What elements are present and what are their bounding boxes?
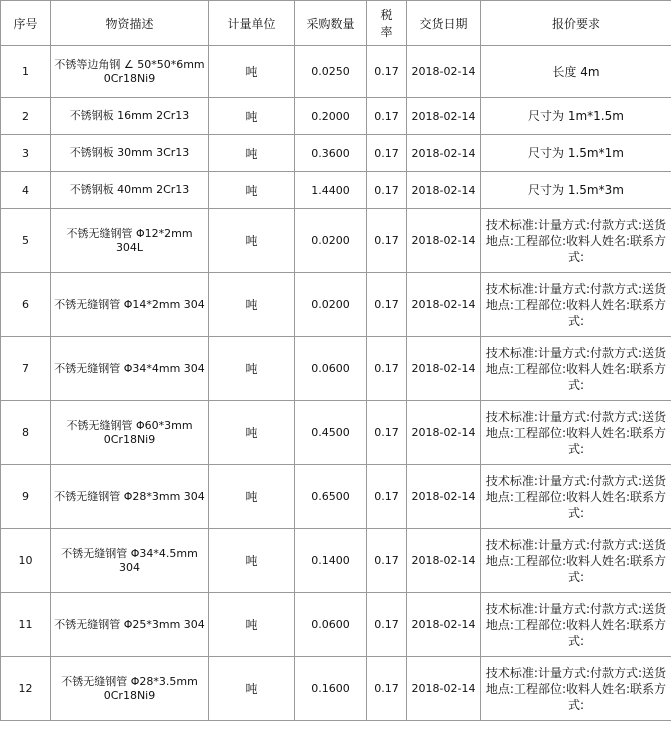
row-tax-rate: 0.17 bbox=[367, 135, 407, 172]
row-quantity: 0.0600 bbox=[295, 337, 367, 401]
row-unit: 吨 bbox=[209, 657, 295, 721]
table-row bbox=[1, 529, 671, 593]
row-quantity: 0.4500 bbox=[295, 401, 367, 465]
row-index: 4 bbox=[1, 172, 51, 209]
table-row bbox=[1, 593, 671, 657]
table-row bbox=[1, 98, 671, 135]
row-quote-requirement: 尺寸为 1.5m*1m bbox=[481, 135, 671, 172]
row-unit: 吨 bbox=[209, 401, 295, 465]
row-description: 不锈无缝钢管 Φ34*4mm 304 bbox=[51, 337, 209, 401]
header-index: 序号 bbox=[1, 1, 51, 46]
row-description: 不锈钢板 30mm 3Cr13 bbox=[51, 135, 209, 172]
table-row bbox=[1, 46, 671, 98]
table-row bbox=[1, 337, 671, 401]
header-unit: 计量单位 bbox=[209, 1, 295, 46]
table-row bbox=[1, 135, 671, 172]
row-tax-rate: 0.17 bbox=[367, 98, 407, 135]
row-tax-rate: 0.17 bbox=[367, 465, 407, 529]
table-row bbox=[1, 209, 671, 273]
row-quantity: 0.1600 bbox=[295, 657, 367, 721]
row-quantity: 0.0200 bbox=[295, 209, 367, 273]
row-index: 6 bbox=[1, 273, 51, 337]
row-unit: 吨 bbox=[209, 209, 295, 273]
header-description: 物资描述 bbox=[51, 1, 209, 46]
row-quote-requirement: 尺寸为 1m*1.5m bbox=[481, 98, 671, 135]
row-unit: 吨 bbox=[209, 465, 295, 529]
row-tax-rate: 0.17 bbox=[367, 657, 407, 721]
row-description: 不锈无缝钢管 Φ60*3mm 0Cr18Ni9 bbox=[51, 401, 209, 465]
row-tax-rate: 0.17 bbox=[367, 172, 407, 209]
row-delivery-date: 2018-02-14 bbox=[407, 401, 481, 465]
row-description: 不锈无缝钢管 Φ25*3mm 304 bbox=[51, 593, 209, 657]
row-quantity: 0.0250 bbox=[295, 46, 367, 98]
row-unit: 吨 bbox=[209, 135, 295, 172]
row-index: 5 bbox=[1, 209, 51, 273]
row-tax-rate: 0.17 bbox=[367, 337, 407, 401]
row-unit: 吨 bbox=[209, 337, 295, 401]
row-unit: 吨 bbox=[209, 273, 295, 337]
row-tax-rate: 0.17 bbox=[367, 401, 407, 465]
row-index: 1 bbox=[1, 46, 51, 98]
row-index: 9 bbox=[1, 465, 51, 529]
row-description: 不锈无缝钢管 Φ28*3mm 304 bbox=[51, 465, 209, 529]
row-delivery-date: 2018-02-14 bbox=[407, 657, 481, 721]
header-row bbox=[1, 1, 671, 46]
row-description: 不锈钢板 40mm 2Cr13 bbox=[51, 172, 209, 209]
table-row bbox=[1, 657, 671, 721]
row-unit: 吨 bbox=[209, 46, 295, 98]
row-unit: 吨 bbox=[209, 98, 295, 135]
header-delivery-date: 交货日期 bbox=[407, 1, 481, 46]
row-description: 不锈钢板 16mm 2Cr13 bbox=[51, 98, 209, 135]
row-quote-requirement: 技术标准:计量方式:付款方式:送货地点:工程部位:收料人姓名:联系方式: bbox=[481, 593, 671, 657]
row-index: 10 bbox=[1, 529, 51, 593]
row-quote-requirement: 技术标准:计量方式:付款方式:送货地点:工程部位:收料人姓名:联系方式: bbox=[481, 273, 671, 337]
row-index: 8 bbox=[1, 401, 51, 465]
row-delivery-date: 2018-02-14 bbox=[407, 273, 481, 337]
row-index: 12 bbox=[1, 657, 51, 721]
table-row bbox=[1, 273, 671, 337]
row-description: 不锈无缝钢管 Φ14*2mm 304 bbox=[51, 273, 209, 337]
row-quote-requirement: 技术标准:计量方式:付款方式:送货地点:工程部位:收料人姓名:联系方式: bbox=[481, 657, 671, 721]
row-quantity: 0.0200 bbox=[295, 273, 367, 337]
row-delivery-date: 2018-02-14 bbox=[407, 46, 481, 98]
table-row bbox=[1, 465, 671, 529]
row-delivery-date: 2018-02-14 bbox=[407, 465, 481, 529]
row-tax-rate: 0.17 bbox=[367, 46, 407, 98]
row-delivery-date: 2018-02-14 bbox=[407, 337, 481, 401]
row-quote-requirement: 技术标准:计量方式:付款方式:送货地点:工程部位:收料人姓名:联系方式: bbox=[481, 529, 671, 593]
row-description: 不锈无缝钢管 Φ34*4.5mm 304 bbox=[51, 529, 209, 593]
row-tax-rate: 0.17 bbox=[367, 273, 407, 337]
row-quantity: 0.6500 bbox=[295, 465, 367, 529]
row-quantity: 0.0600 bbox=[295, 593, 367, 657]
row-unit: 吨 bbox=[209, 529, 295, 593]
header-quote-requirements: 报价要求 bbox=[481, 1, 671, 46]
row-index: 2 bbox=[1, 98, 51, 135]
row-quantity: 0.2000 bbox=[295, 98, 367, 135]
row-unit: 吨 bbox=[209, 172, 295, 209]
row-delivery-date: 2018-02-14 bbox=[407, 529, 481, 593]
table-row bbox=[1, 401, 671, 465]
row-index: 7 bbox=[1, 337, 51, 401]
row-delivery-date: 2018-02-14 bbox=[407, 209, 481, 273]
row-quote-requirement: 长度 4m bbox=[481, 46, 671, 98]
row-delivery-date: 2018-02-14 bbox=[407, 98, 481, 135]
row-quote-requirement: 技术标准:计量方式:付款方式:送货地点:工程部位:收料人姓名:联系方式: bbox=[481, 209, 671, 273]
row-quote-requirement: 技术标准:计量方式:付款方式:送货地点:工程部位:收料人姓名:联系方式: bbox=[481, 465, 671, 529]
row-quantity: 1.4400 bbox=[295, 172, 367, 209]
row-delivery-date: 2018-02-14 bbox=[407, 593, 481, 657]
row-description: 不锈无缝钢管 Φ28*3.5mm 0Cr18Ni9 bbox=[51, 657, 209, 721]
row-index: 3 bbox=[1, 135, 51, 172]
row-tax-rate: 0.17 bbox=[367, 209, 407, 273]
row-unit: 吨 bbox=[209, 593, 295, 657]
row-quote-requirement: 尺寸为 1.5m*3m bbox=[481, 172, 671, 209]
row-description: 不锈等边角钢 ∠ 50*50*6mm 0Cr18Ni9 bbox=[51, 46, 209, 98]
row-quote-requirement: 技术标准:计量方式:付款方式:送货地点:工程部位:收料人姓名:联系方式: bbox=[481, 401, 671, 465]
table-row bbox=[1, 172, 671, 209]
row-quantity: 0.1400 bbox=[295, 529, 367, 593]
row-tax-rate: 0.17 bbox=[367, 593, 407, 657]
row-delivery-date: 2018-02-14 bbox=[407, 172, 481, 209]
header-quantity: 采购数量 bbox=[295, 1, 367, 46]
row-description: 不锈无缝钢管 Φ12*2mm 304L bbox=[51, 209, 209, 273]
row-tax-rate: 0.17 bbox=[367, 529, 407, 593]
row-quote-requirement: 技术标准:计量方式:付款方式:送货地点:工程部位:收料人姓名:联系方式: bbox=[481, 337, 671, 401]
table-body bbox=[1, 46, 671, 721]
row-index: 11 bbox=[1, 593, 51, 657]
row-quantity: 0.3600 bbox=[295, 135, 367, 172]
header-tax-rate: 税率 bbox=[367, 1, 407, 46]
row-delivery-date: 2018-02-14 bbox=[407, 135, 481, 172]
